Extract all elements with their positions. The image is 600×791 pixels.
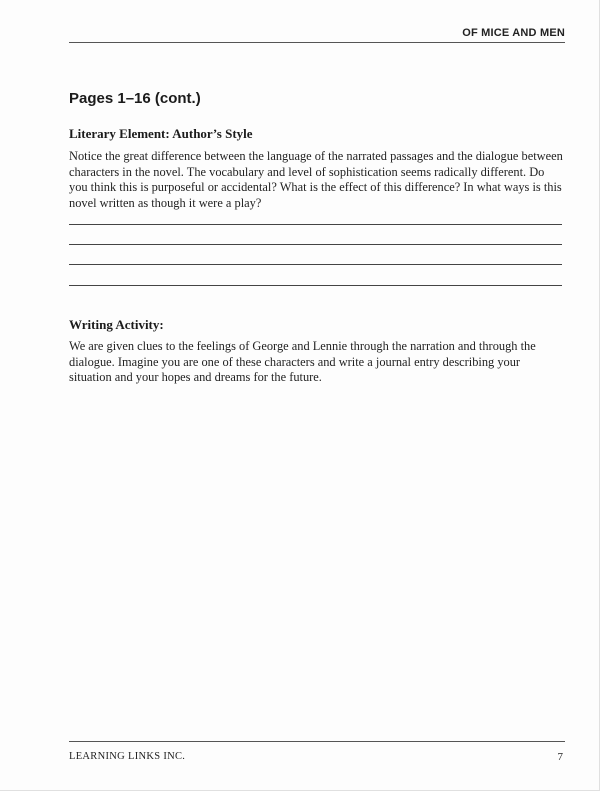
answer-line[interactable] [69, 285, 562, 286]
answer-line[interactable] [69, 224, 562, 225]
section-text-writing-activity: We are given clues to the feelings of George and Lennie through the narration and through the dialogue. Imagine you are one of these characters and write a journal entry describing your situation and your hopes and dreams for the future. [69, 339, 536, 384]
page-title: Pages 1–16 (cont.) [69, 90, 201, 107]
section-text-authors-style: Notice the great difference between the language of the narrated passages and the dialogue between characters in the novel. The vocabulary and level of sophistication seems radically different. Do you think this is purposeful or accidental? What is the effect of this difference? In what ways is this novel written as though it were a play? [69, 149, 563, 210]
running-title: OF MICE AND MEN [462, 27, 565, 39]
answer-line[interactable] [69, 244, 562, 245]
header-rule [69, 42, 565, 43]
section-heading-authors-style: Literary Element: Author’s Style [69, 126, 253, 141]
page-number: 7 [557, 751, 563, 763]
publisher-name: LEARNING LINKS INC. [69, 751, 186, 762]
section-heading-writing-activity: Writing Activity: [69, 317, 164, 332]
footer-rule [69, 741, 565, 742]
answer-line[interactable] [69, 264, 562, 265]
